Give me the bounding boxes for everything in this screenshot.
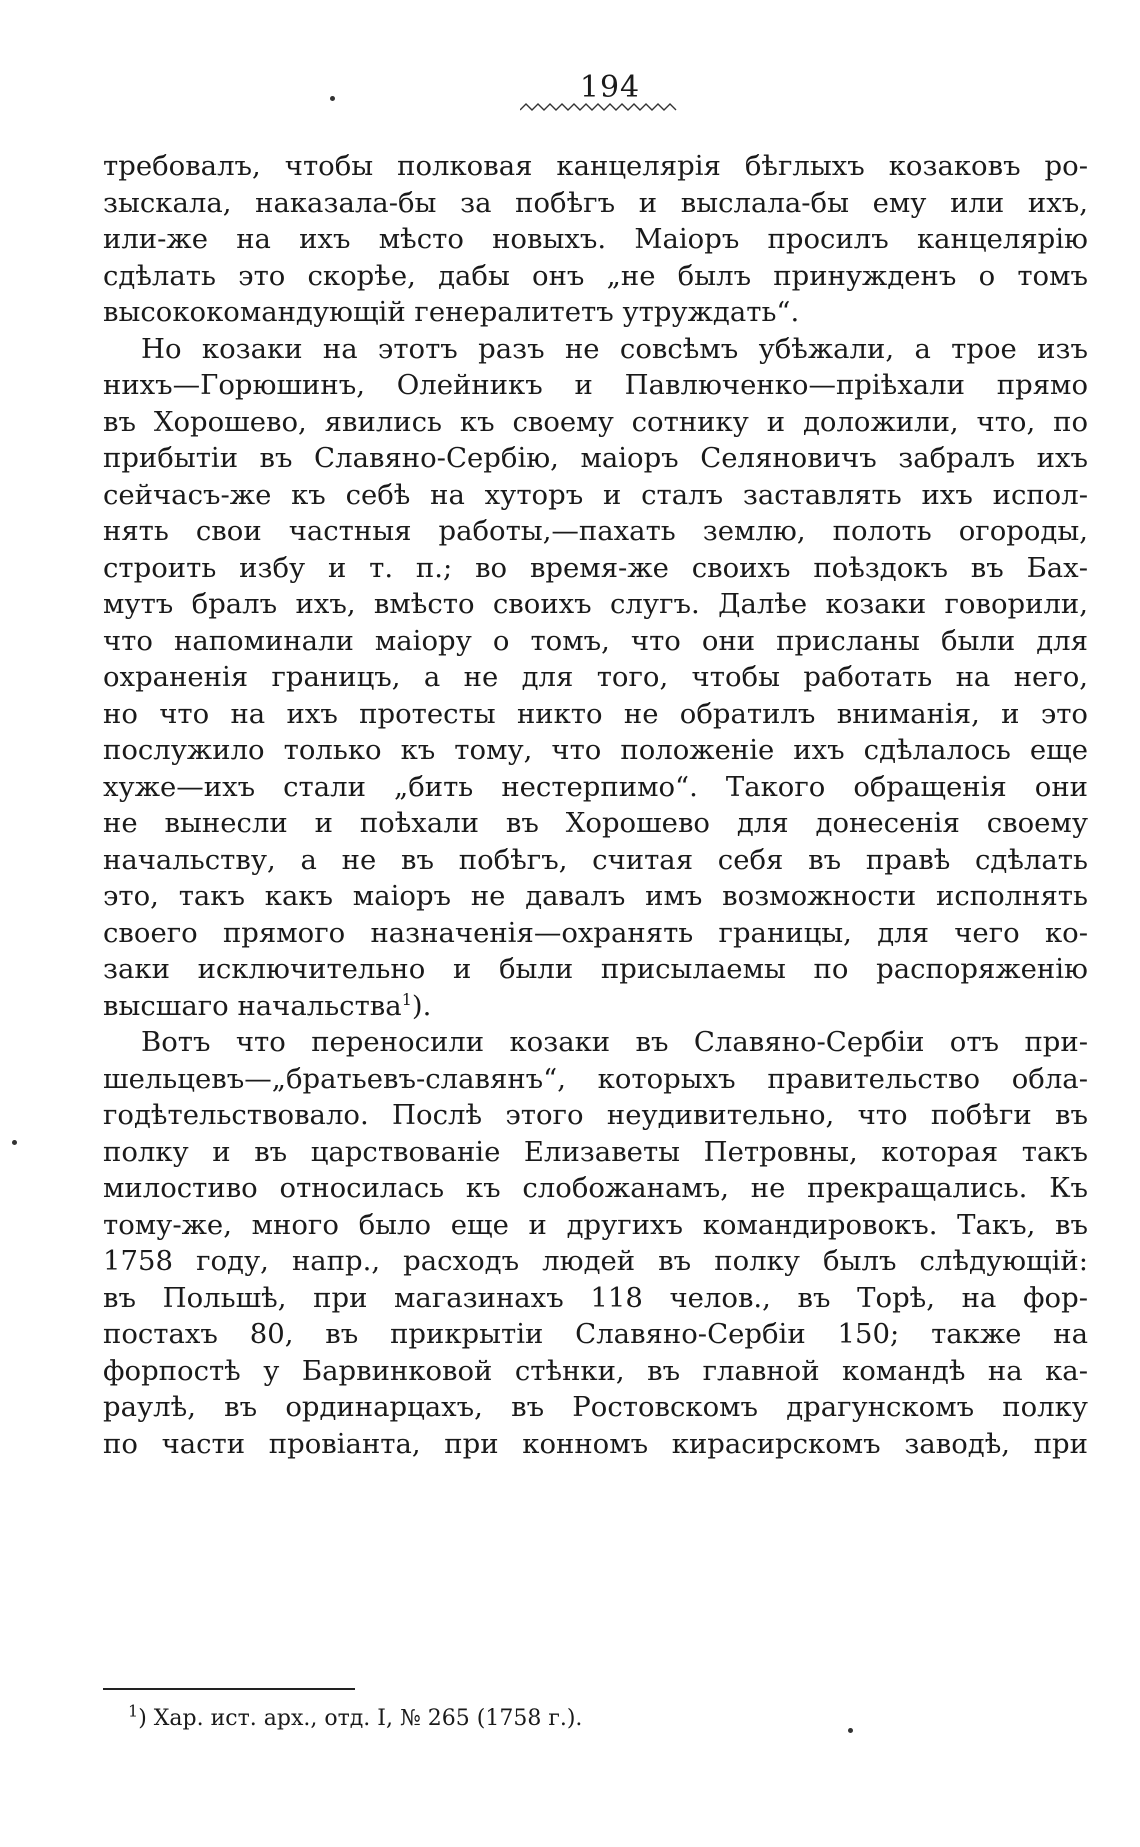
text-line: Но козаки на этотъ разъ не совсѣмъ убѣжали, а трое изъ — [141, 332, 1088, 365]
text-line: требовалъ, чтобы полковая канцелярія бѣглыхъ козаковъ ро- — [103, 150, 1088, 182]
text-line: заки исключительно и были присылаемы по распоряженію — [103, 953, 1088, 985]
text-line: 1758 году, напр., расходъ людей въ полку былъ слѣдующій: — [103, 1245, 1088, 1277]
text-line: милостиво относилась къ слобожанамъ, не прекращались. Къ — [103, 1172, 1088, 1204]
text-line: нихъ—Горюшинъ, Олейникъ и Павлюченко—пріѣхали прямо — [103, 369, 1088, 401]
ink-speck — [330, 96, 335, 101]
page-number: 194 — [579, 70, 641, 105]
footnote-text: ) Хар. ист. арх., отд. I, № 265 (1758 г.). — [138, 1706, 583, 1731]
text-line: сейчасъ-же къ себѣ на хуторъ и сталъ заставлять ихъ испол- — [103, 478, 1088, 511]
text-line: зыскала, наказала-бы за побѣгъ и выслала-бы ему или ихъ, — [103, 186, 1088, 219]
text-line: начальству, а не въ побѣгъ, считая себя въ правѣ сдѣлать — [103, 843, 1088, 876]
footnote — [128, 1701, 583, 1731]
footnote-rule — [103, 1688, 355, 1690]
text-line: послужило только къ тому, что положеніе ихъ сдѣлалось еще — [103, 734, 1088, 766]
text-line: высшаго начальства$^1$). — [103, 989, 432, 1022]
ink-speck — [12, 1140, 17, 1145]
text-line: въ Хорошево, явились къ своему сотнику и доложили, что, по — [103, 405, 1088, 438]
text-line: по части провіанта, при конномъ кирасирскомъ заводѣ, при — [103, 1427, 1088, 1460]
footnote-marker: 1 — [128, 1701, 139, 1721]
text-line: Вотъ что переносили козаки въ Славяно-Сербіи отъ при- — [141, 1026, 1088, 1058]
text-line: высококомандующій генералитетъ утруждать“. — [103, 296, 800, 328]
text-line: мутъ бралъ ихъ, вмѣсто своихъ слугъ. Далѣе козаки говорили, — [103, 588, 1088, 620]
text-line: годѣтельствовало. Послѣ этого неудивительно, что побѣги въ — [103, 1099, 1088, 1131]
text-line: въ Польшѣ, при магазинахъ 118 челов., въ Торѣ, на фор- — [103, 1281, 1088, 1314]
text-line: прибытіи въ Славяно-Сербію, маіоръ Селяновичъ забралъ ихъ — [103, 442, 1088, 474]
text-line: сдѣлать это скорѣе, дабы онъ „не былъ принужденъ о томъ — [103, 259, 1088, 292]
body-text — [103, 148, 1088, 1462]
text-line: форпостѣ у Барвинковой стѣнки, въ главной командѣ на ка- — [103, 1354, 1088, 1387]
text-line: строить избу и т. п.; во время-же своихъ поѣздокъ въ Бах- — [103, 551, 1088, 584]
text-line: не вынесли и поѣхали въ Хорошево для донесенія своему — [103, 807, 1088, 839]
text-line: что напоминали маіору о томъ, что они присланы были для — [103, 624, 1088, 657]
text-line: тому-же, много было еще и другихъ командировокъ. Такъ, въ — [103, 1208, 1088, 1241]
text-line: хуже—ихъ стали „бить нестерпимо“. Такого обращенія они — [103, 770, 1088, 803]
text-line: но что на ихъ протесты никто не обратилъ вниманія, и это — [103, 697, 1088, 730]
text-line: полку и въ царствованіе Елизаветы Петровны, которая такъ — [103, 1135, 1088, 1168]
text-line: охраненія границъ, а не для того, чтобы работать на него, — [103, 661, 1088, 693]
text-line: это, такъ какъ маіоръ не давалъ имъ возможности исполнять — [103, 880, 1088, 912]
text-line: раулѣ, въ ординарцахъ, въ Ростовскомъ драгунскомъ полку — [103, 1391, 1088, 1423]
text-line: нять свои частныя работы,—пахать землю, полоть огороды, — [103, 515, 1088, 547]
footnote-reference: 1 — [401, 989, 412, 1009]
text-line: или-же на ихъ мѣсто новыхъ. Маіоръ просилъ канцелярію — [103, 223, 1088, 255]
wavy-ornament — [520, 100, 680, 114]
text-line: постахъ 80, въ прикрытіи Славяно-Сербіи 150; также на — [103, 1318, 1088, 1350]
ink-speck — [848, 1728, 853, 1733]
text-line: шельцевъ—„братьевъ-славянъ“, которыхъ правительство обла- — [103, 1062, 1088, 1095]
text-line: своего прямого назначенія—охранять границы, для чего ко- — [103, 916, 1088, 949]
